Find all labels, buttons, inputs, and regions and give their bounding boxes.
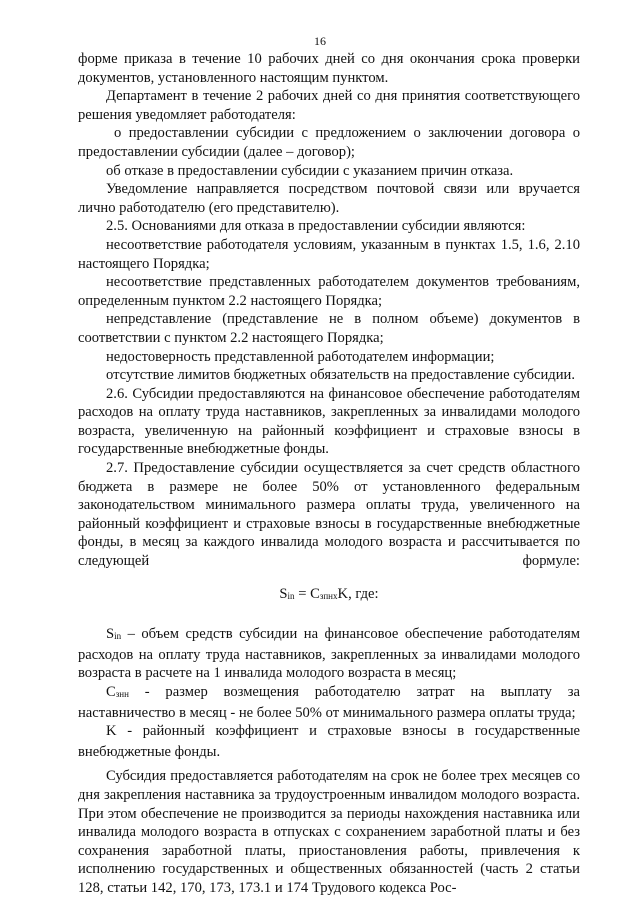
formula-eq: = C	[294, 585, 320, 602]
formula-s: S	[279, 585, 288, 602]
paragraph: об отказе в предоставлении субсидии с указанием причин отказа.	[106, 162, 514, 179]
definition-text: – объем средств субсидии на финансовое обеспечение работодателям расходов на оплату труда наставников, закрепленных за инвалидами молодого возраста в расчете на 1 инвалида молодого возраста в месяц;	[78, 626, 580, 682]
formula-c-subscript: зпн	[319, 590, 334, 601]
formula-s-subscript: in	[287, 590, 295, 601]
paragraph: непредставление (представление не в полном объеме) документов в соответствии с пунктом 2.2 настоящего Порядка;	[78, 311, 580, 346]
definition-symbol: C	[106, 684, 116, 700]
page-number: 16	[314, 34, 326, 48]
definition	[78, 683, 580, 722]
definition-symbol: K	[106, 723, 117, 740]
paragraph: недостоверность представленной работодателем информации;	[106, 348, 495, 365]
paragraph: Департамент в течение 2 рабочих дней со дня принятия соответствующего решения уведомляет работодателя:	[78, 88, 580, 123]
paragraph: о предоставлении субсидии с предложением о заключении договора о предоставлении субсидии (далее – договор);	[78, 125, 580, 160]
formula	[78, 585, 580, 606]
document-body	[78, 50, 580, 898]
paragraph: 2.6. Субсидии предоставляются на финансовое обеспечение работодателям расходов на оплату труда наставников, закрепленных за инвалидами молодого возраста, увеличенную на районный коэффициент и страховые взносы в государственные внебюджетные фонды.	[78, 385, 580, 458]
formula-times: x	[333, 590, 338, 601]
definition-text: - районный коэффициент и страховые взносы в государственные внебюджетные фонды.	[78, 723, 580, 760]
paragraph: Уведомление направляется посредством почтовой связи или вручается лично работодателю (его представителю).	[78, 181, 580, 216]
formula-k: K	[337, 585, 349, 602]
paragraph: несоответствие работодателя условиям, указанным в пунктах 1.5, 1.6, 2.10 настоящего Порядка;	[78, 236, 580, 272]
definition-symbol: S	[106, 626, 115, 643]
definition-subscript: in	[114, 631, 122, 642]
definition-text: - размер возмещения работодателю затрат на выплату за наставничество в месяц - не более 50% от минимального размера оплаты труда;	[78, 684, 580, 721]
definition	[78, 722, 580, 761]
paragraph: несоответствие представленных работодателем документов требованиям, определенным пунктом 2.2 настоящего Порядка;	[78, 274, 580, 309]
formula-tail: , где:	[348, 585, 379, 602]
paragraph: 2.5. Основаниями для отказа в предоставлении субсидии являются:	[106, 218, 526, 235]
definition-subscript: знн	[115, 689, 129, 699]
paragraph: 2.7. Предоставление субсидии осуществляется за счет средств областного бюджета в размере не более 50% от установленного федеральным законодательством минимального размера оплаты труда, увеличенного на районный коэффициент и страховые взносы в государственные внебюджетные фонды, в месяц за каждого инвалида молодого возраста и рассчитывается по следующей формуле:	[78, 460, 580, 570]
definition	[78, 625, 580, 683]
paragraph: форме приказа в течение 10 рабочих дней со дня окончания срока проверки документов, установленного настоящим пунктом.	[78, 51, 580, 86]
paragraph: Субсидия предоставляется работодателям на срок не более трех месяцев со дня закрепления наставника за трудоустроенным инвалидом молодого возраста. При этом обеспечение не производится за периоды нахождения наставника или инвалида молодого возраста в отпусках с сохранением заработной платы и без сохранения заработной платы, приостановления работы, привлечения к исполнению государственных и общественных обязанностей (часть 2 статьи 128, статьи 142, 170, 173, 173.1 и 174 Трудового кодекса Рос-	[78, 768, 580, 896]
paragraph: отсутствие лимитов бюджетных обязательств на предоставление субсидии.	[106, 367, 576, 384]
